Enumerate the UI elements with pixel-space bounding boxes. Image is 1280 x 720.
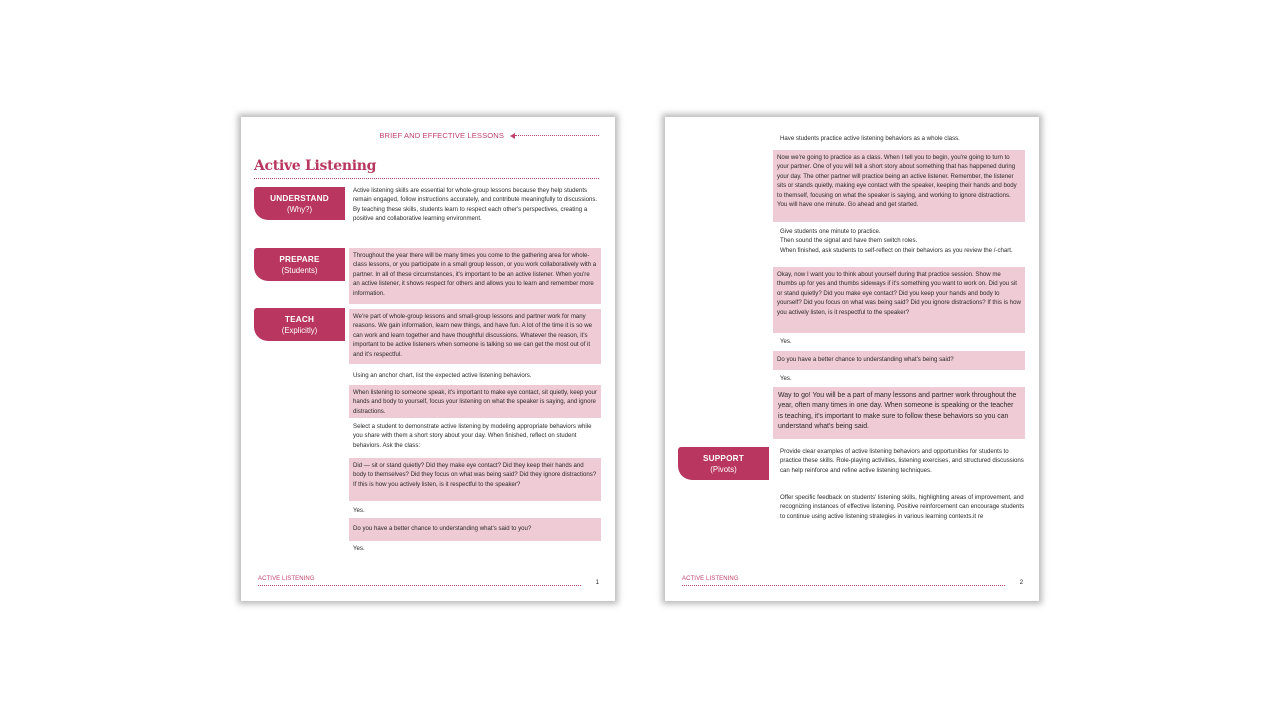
question-2: Do you have a better chance to understanding what's being said? <box>777 356 954 363</box>
support-paragraph-1: Provide clear examples of active listening behaviors and opportunities for students to practice these skills. Role-playing activities, listening exercises, and structured discussions can help reinforce and refine active listening techniques. <box>780 448 1024 474</box>
practice-step: When finished, ask students to self-reflect on their behaviors as you review the /-chart. <box>780 246 1013 254</box>
teach-text: We're part of whole-group lessons and small-group lessons and partner work for many reasons. We gain information, learn new things, and have fun. A lot of the time it is so we can work and learn together and have thoughtful discussions. Whatever the reason, it's important to be active listeners when someone is talking so we can get the most out of it and it's respectful. <box>353 313 593 358</box>
reflect-script-box <box>349 458 601 501</box>
practice-steps <box>780 227 1028 255</box>
question-2: Do you have a better chance to understanding what's said to you? <box>353 525 532 532</box>
section-label: PREPARE <box>279 254 320 264</box>
behaviors-script-box <box>349 385 601 418</box>
section-label: UNDERSTAND <box>270 193 329 203</box>
question-box <box>349 518 601 541</box>
anchor-instruction: Using an anchor chart, list the expected active listening behaviors. <box>353 372 532 379</box>
section-tab-support <box>678 447 769 480</box>
reflect-script: Did — sit or stand quietly? Did they make eye contact? Did they keep their hands and body to themselves? Did they focus on what was being said? Did they ignore distractions? If this is how you actively listen, is it respectful to the speaker? <box>353 462 597 488</box>
footer-label: ACTIVE LISTENING <box>258 576 315 582</box>
answer-yes-2: Yes. <box>780 375 792 382</box>
answer-yes-1: Yes. <box>353 507 365 514</box>
demo-instruction: Select a student to demonstrate active listening by modeling appropriate behaviors while you share with them a short story about your day. When finished, reflect on student behaviors. Ask the class: <box>353 423 592 449</box>
page-number: 1 <box>595 580 599 586</box>
practice-script: Now we're going to practice as a class. When I tell you to begin, you're going to turn to your partner. One of you will tell a short story about something that has happened during your day. The other partner will practice being an active listener. Remember, the listener sits or stands quietly, making eye contact with the speaker, keeping their hands and body to themself, focusing on what the speaker is saying, and working to ignore distractions. You will have one minute. Go ahead and get started. <box>777 154 1017 209</box>
section-tab-understand <box>254 187 345 220</box>
self-reflect-script: Okay, now I want you to think about yourself during that practice session. Show me thumbs up for yes and thumbs sideways if it's something you want to work on. Did you sit or stand quietly? Did you make eye contact? Did you keep your hands and body to yourself? Did you focus on what was being said? Did you ignore distractions? If this is how you actively listen, is it respectful to the speaker? <box>777 271 1021 316</box>
running-header <box>379 131 599 140</box>
prepare-script-box <box>349 248 601 304</box>
self-reflect-script-box <box>773 267 1025 333</box>
answer-yes-2: Yes. <box>353 545 365 552</box>
understand-text: Active listening skills are essential for whole-group lessons because they help students remain engaged, follow instructions accurately, and contribute meaningfully to discussions. By teaching these skills, students learn to respect each other's perspectives, creating a positive and collaborative learning environment. <box>353 187 598 223</box>
footer-divider <box>258 585 581 586</box>
practice-script-box <box>773 150 1025 222</box>
section-label: SUPPORT <box>703 453 744 463</box>
teach-script-box <box>349 309 601 364</box>
footer-divider <box>682 585 1005 586</box>
document-page-2 <box>665 117 1039 601</box>
running-header-text: BRIEF AND EFFECTIVE LESSONS <box>379 131 504 140</box>
footer-label: ACTIVE LISTENING <box>682 576 739 582</box>
section-label: TEACH <box>284 314 315 324</box>
section-sublabel: (Students) <box>281 265 318 275</box>
prepare-text: Throughout the year there will be many times you come to the gathering area for whole-class lessons, or you participate in a small group lesson, or you work collaboratively with a partner. In all of these circumstances, it's important to be an active listener. When you're an active listener, it shows respect for others and allows you to learn and remember more information. <box>353 252 597 297</box>
title-divider <box>254 178 599 179</box>
section-tab-prepare <box>254 248 345 281</box>
behaviors-script: When listening to someone speak, it's important to make eye contact, sit quietly, keep your hands and body to yourself, focus your listening on what the speaker is saying, and ignore distractions. <box>353 389 597 415</box>
section-sublabel: (Pivots) <box>710 464 737 474</box>
support-paragraph-2: Offer specific feedback on students' listening skills, highlighting areas of improvement, and recognizing instances of effective listening. Positive reinforcement can encourage students to continue using active listening strategies in various learning contexts.it re <box>780 494 1025 520</box>
practice-instruction: Have students practice active listening behaviors as a whole class. <box>780 135 960 142</box>
arrow-left-icon <box>510 133 599 139</box>
section-sublabel: (Why?) <box>286 204 313 214</box>
document-page-1 <box>241 117 615 601</box>
page-number: 2 <box>1019 580 1023 586</box>
closing-script-box <box>773 387 1025 439</box>
practice-step: Then sound the signal and have them switch roles. <box>780 237 918 245</box>
section-tab-teach <box>254 308 345 341</box>
page-title: Active Listening <box>254 158 377 174</box>
question-box <box>773 351 1025 370</box>
answer-yes-1: Yes. <box>780 338 792 345</box>
section-sublabel: (Explicitly) <box>281 325 318 335</box>
closing-script: Way to go! You will be a part of many lessons and partner work throughout the year, often many times in one day. When someone is speaking or the teacher is teaching, it's important to make sure to follow these behaviors so you can understand what's being said. <box>778 392 1017 431</box>
practice-step: Give students one minute to practice. <box>780 228 881 235</box>
